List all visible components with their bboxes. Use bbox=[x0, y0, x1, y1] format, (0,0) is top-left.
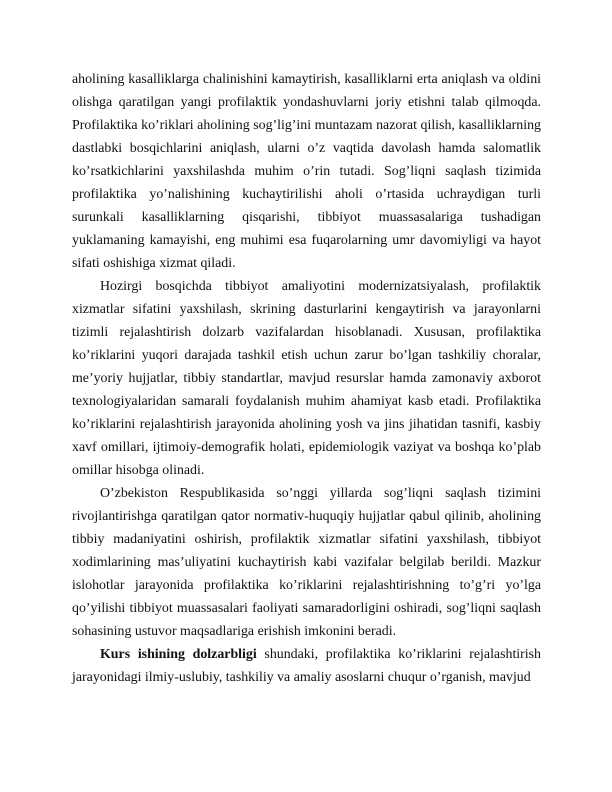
body-text bbox=[72, 68, 541, 689]
paragraph-3 bbox=[72, 482, 541, 643]
paragraph-1 bbox=[72, 68, 541, 275]
paragraph-2 bbox=[72, 275, 541, 482]
paragraph-3-text: O’zbekiston Respublikasida so’nggi yillarda sog’liqni saqlash tizimini rivojlantirishga qaratilgan qator normativ-huquqiy hujjatlar qabul qilinib, aholining tibbiy madaniyatini oshirish, profilaktik xizmatlar sifatini yaxshilash, tibbiyot xodimlarining mas’uliyatini kuchaytirish kabi vazifalar belgilab berildi. Mazkur islohotlar jarayonida profilaktika ko’riklarini rejalashtirishning to’g’ri yo’lga qo’yilishi tibbiyot muassasalari faoliyati samaradorligini oshiradi, sog’liqni saqlash sohasining ustuvor maqsadlariga erishish imkonini beradi. bbox=[72, 486, 541, 639]
paragraph-4-text: shundaki, profilaktika ko’riklarini rejalashtirish jarayonidagi ilmiy-uslubiy, tashkiliy va amaliy asoslarni chuqur o’rganish, mavjud bbox=[72, 647, 541, 685]
paragraph-2-text: Hozirgi bosqichda tibbiyot amaliyotini modernizatsiyalash, profilaktik xizmatlar sifatini yaxshilash, skrining dasturlarini kengaytirish va jarayonlarni tizimli rejalashtirish dolzarb vazifalardan hisoblanadi. Xususan, profilaktika ko’riklarini yuqori darajada tashkil etish uchun zarur bo’lgan tashkiliy choralar, me’yoriy hujjatlar, tibbiy standartlar, mavjud resurslar hamda zamonaviy axborot texnologiyalaridan samarali foydalanish muhim ahamiyat kasb etadi. Profilaktika ko’riklarini rejalashtirish jarayonida aholining yosh va jins jihatidan tasnifi, kasbiy xavf omillari, ijtimoiy-demografik holati, epidemiologik vaziyat va boshqa ko’plab omillar hisobga olinadi. bbox=[72, 279, 541, 478]
paragraph-4-bold-lead: Kurs ishining dolzarbligi bbox=[100, 647, 257, 662]
paragraph-4 bbox=[72, 643, 541, 689]
paragraph-1-text: aholining kasalliklarga chalinishini kamaytirish, kasalliklarni erta aniqlash va oldini olishga qaratilgan yangi profilaktik yondashuvlarni joriy etishni talab qilmoqda. Profilaktika ko’riklari aholining sog’lig’ini muntazam nazorat qilish, kasalliklarning dastlabki bosqichlarini aniqlash, ularni o’z vaqtida davolash hamda salomatlik ko’rsatkichlarini yaxshilashda muhim o’rin tutadi. Sog’liqni saqlash tizimida profilaktika yo’nalishining kuchaytirilishi aholi o’rtasida uchraydigan turli surunkali kasalliklarning qisqarishi, tibbiyot muassasalariga tushadigan yuklamaning kamayishi, eng muhimi esa fuqarolarning umr davomiyligi va hayot sifati oshishiga xizmat qiladi. bbox=[72, 72, 541, 271]
